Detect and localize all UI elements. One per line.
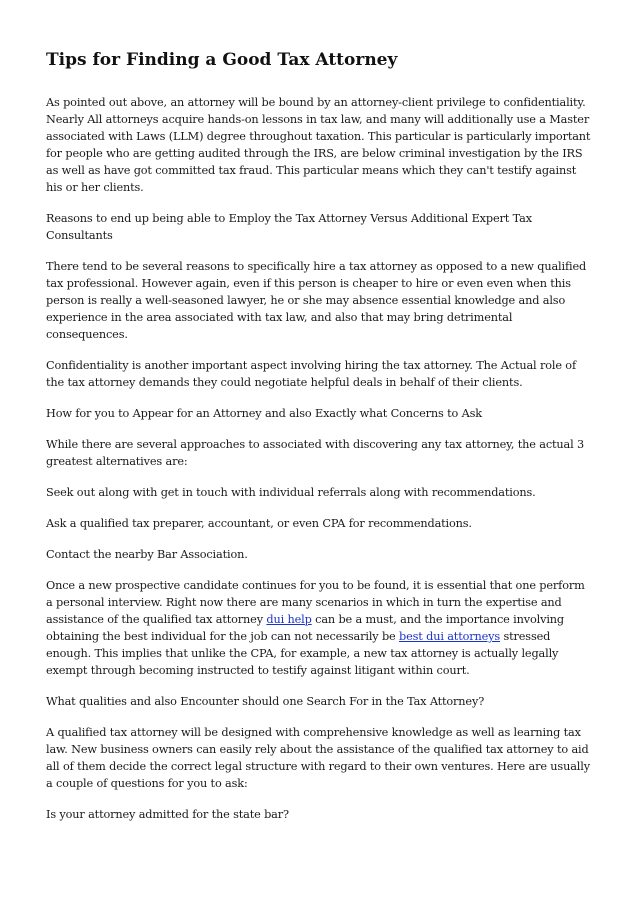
interview-text-part3: stressed enough. This implies that unlike the CPA, for example, a new tax attorney is actually legally exempt through becoming instructed to testify against litigant within court. [46,630,559,677]
paragraph-reasons-heading: Reasons to end up being able to Employ the Tax Attorney Versus Additional Expert Tax Consultants [46,212,532,242]
paragraph-reasons-body: There tend to be several reasons to specifically hire a tax attorney as opposed to a new qualified tax professional. However again, even if this person is cheaper to hire or even even when this person is really a well-seasoned lawyer, he or she may absence essential knowledge and also experience in the area associated with tax law, and also that may bring detrimental consequences. [46,260,587,341]
paragraph-state-bar-question: Is your attorney admitted for the state bar? [46,808,289,821]
paragraph-confidentiality: Confidentiality is another important aspect involving hiring the tax attorney. The Actual role of the tax attorney demands they could negotiate helpful deals in behalf of their clients. [46,359,576,389]
paragraph-alternative-referrals: Seek out along with get in touch with individual referrals along with recommendations. [46,486,536,499]
interview-text-part1: Once a new prospective candidate continues for you to be found, it is essential that one perform a personal interview. Right now there are many scenarios in which in turn the expertise and assistance of the qualified tax attorney [46,579,585,626]
paragraph-qualified-attorney: A qualified tax attorney will be designed with comprehensive knowledge as well as learning tax law. New business owners can easily rely about the assistance of the qualified tax attorney to aid all of them decide the correct legal structure with regard to their own ventures. Here are usually a couple of questions for you to ask: [46,726,590,790]
paragraph-alternative-preparer: Ask a qualified tax preparer, accountant, or even CPA for recommendations. [46,517,472,530]
paragraph-qualities-heading: What qualities and also Encounter should one Search For in the Tax Attorney? [46,695,485,708]
document-page [46,49,594,837]
interview-text-part2: can be a must, and the importance involving obtaining the best individual for the job can not necessarily be [46,613,564,643]
paragraph-alternative-bar: Contact the nearby Bar Association. [46,548,248,561]
best-dui-attorneys-link[interactable]: best dui attorneys [399,630,501,643]
paragraph-alternatives-intro: While there are several approaches to associated with discovering any tax attorney, the actual 3 greatest alternatives are: [46,438,585,468]
paragraph-interview [46,577,594,679]
paragraph-how-to-search-heading: How for you to Appear for an Attorney and also Exactly what Concerns to Ask [46,407,482,420]
paragraph-attorney-privilege: As pointed out above, an attorney will be bound by an attorney-client privilege to confidentiality. Nearly All attorneys acquire hands-on lessons in tax law, and many will additionally use a Master associated with Laws (LLM) degree throughout taxation. This particular is particularly important for people who are getting audited through the IRS, are below criminal investigation by the IRS as well as have got committed tax fraud. This particular means which they can't testify against his or her clients. [46,96,591,194]
dui-help-link[interactable]: dui help [266,613,312,626]
document-title: Tips for Finding a Good Tax Attorney [46,50,398,70]
